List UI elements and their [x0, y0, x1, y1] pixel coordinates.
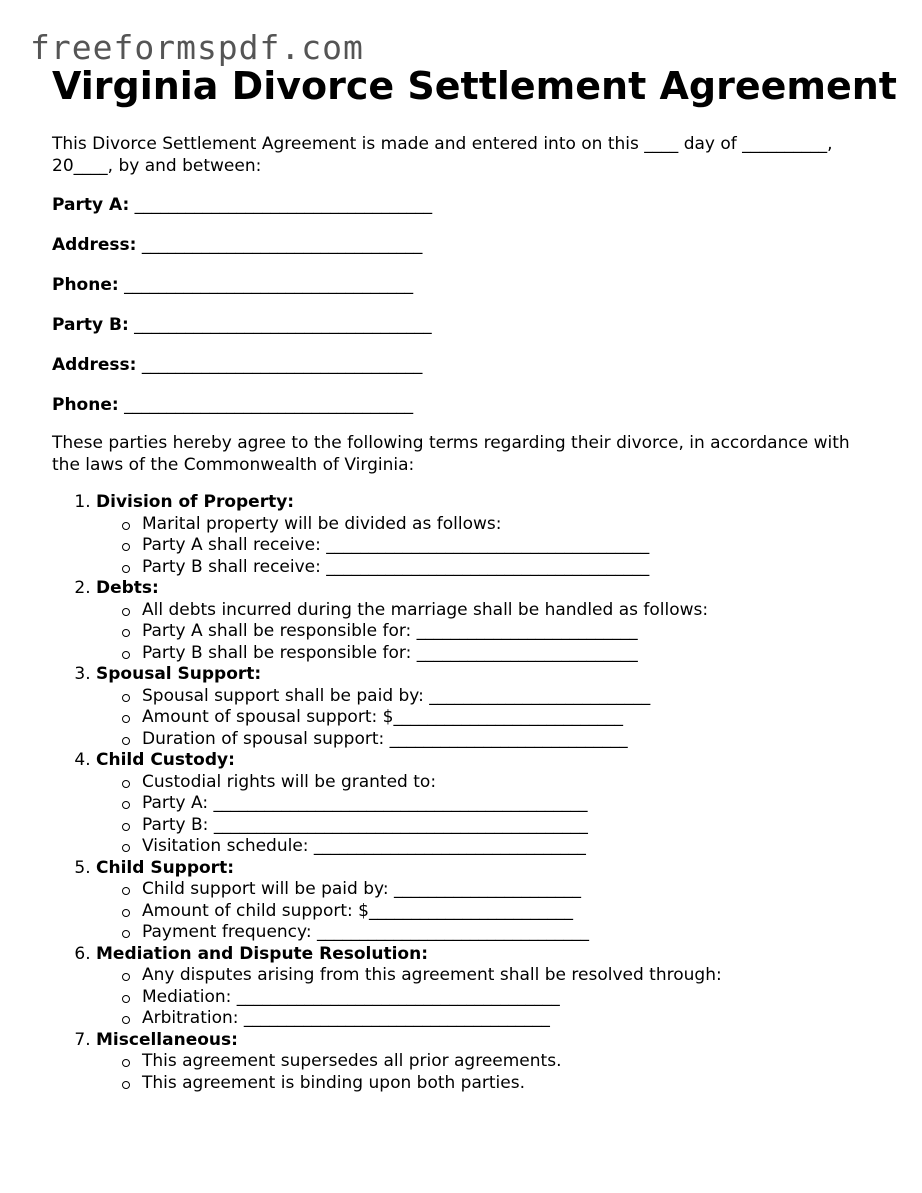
- section-title: Child Support:: [96, 857, 234, 878]
- list-item[interactable]: Amount of spousal support: $___________________________: [142, 707, 916, 729]
- page-title: Virginia Divorce Settlement Agreement: [52, 64, 897, 108]
- intro-paragraph: This Divorce Settlement Agreement is made and entered into on this ____ day of __________, 20____, by and between:: [52, 134, 833, 176]
- list-item[interactable]: Party A shall be responsible for: __________________________: [142, 621, 916, 643]
- field-blank: ___________________________________: [134, 195, 433, 215]
- watermark: freeformspdf.com: [30, 28, 364, 67]
- field-label: Phone:: [52, 275, 119, 295]
- list-item: Marital property will be divided as follows:: [142, 514, 916, 536]
- address-a-field[interactable]: [52, 233, 872, 273]
- list-item[interactable]: Arbitration: ____________________________________: [142, 1008, 916, 1030]
- field-label: Phone:: [52, 395, 119, 415]
- phone-a-field[interactable]: [52, 273, 872, 313]
- field-blank: __________________________________: [124, 275, 414, 295]
- list-item[interactable]: Party B: ____________________________________________: [142, 815, 916, 837]
- list-item[interactable]: Visitation schedule: ________________________________: [142, 836, 916, 858]
- section-division-of-property: [96, 492, 916, 578]
- phone-b-field[interactable]: [52, 393, 872, 433]
- field-blank: ___________________________________: [134, 315, 432, 335]
- list-item[interactable]: Mediation: ______________________________________: [142, 987, 916, 1009]
- field-blank: __________________________________: [124, 395, 414, 415]
- party-fields: [52, 193, 872, 433]
- section-spousal-support: [96, 664, 916, 750]
- list-item[interactable]: Party A: ____________________________________________: [142, 793, 916, 815]
- agreement-paragraph: These parties hereby agree to the following terms regarding their divorce, in accordance with the laws of the Commonwealth of Virginia:: [52, 433, 850, 475]
- section-mediation: [96, 944, 916, 1030]
- list-item[interactable]: Party B shall receive: ______________________________________: [142, 557, 916, 579]
- list-item: Any disputes arising from this agreement shall be resolved through:: [142, 965, 916, 987]
- section-title: Miscellaneous:: [96, 1029, 238, 1050]
- field-label: Party B:: [52, 315, 129, 335]
- party-a-field[interactable]: [52, 193, 872, 233]
- party-b-field[interactable]: [52, 313, 872, 353]
- list-item: Custodial rights will be granted to:: [142, 772, 916, 794]
- section-title: Spousal Support:: [96, 664, 262, 684]
- terms-list: [52, 492, 916, 1094]
- address-b-field[interactable]: [52, 353, 872, 393]
- field-label: Address:: [52, 235, 137, 255]
- field-blank: _________________________________: [141, 235, 423, 255]
- section-debts: [96, 578, 916, 664]
- list-item[interactable]: Spousal support shall be paid by: __________________________: [142, 686, 916, 708]
- list-item[interactable]: Duration of spousal support: ____________________________: [142, 729, 916, 751]
- section-child-support: [96, 858, 916, 944]
- list-item[interactable]: Party B shall be responsible for: __________________________: [142, 643, 916, 665]
- list-item: This agreement is binding upon both parties.: [142, 1073, 916, 1095]
- list-item[interactable]: Child support will be paid by: ______________________: [142, 879, 916, 901]
- list-item[interactable]: Amount of child support: $________________________: [142, 901, 916, 923]
- section-title: Mediation and Dispute Resolution:: [96, 943, 429, 964]
- list-item: This agreement supersedes all prior agreements.: [142, 1051, 916, 1073]
- section-title: Debts:: [96, 578, 159, 598]
- section-miscellaneous: [96, 1030, 916, 1095]
- list-item[interactable]: Payment frequency: ________________________________: [142, 922, 916, 944]
- list-item: All debts incurred during the marriage shall be handled as follows:: [142, 600, 916, 622]
- list-item[interactable]: Party A shall receive: ______________________________________: [142, 535, 916, 557]
- field-blank: _________________________________: [141, 355, 423, 375]
- field-label: Address:: [52, 355, 137, 375]
- section-title: Child Custody:: [96, 750, 235, 770]
- field-label: Party A:: [52, 195, 130, 215]
- section-title: Division of Property:: [96, 492, 295, 512]
- section-child-custody: [96, 750, 916, 858]
